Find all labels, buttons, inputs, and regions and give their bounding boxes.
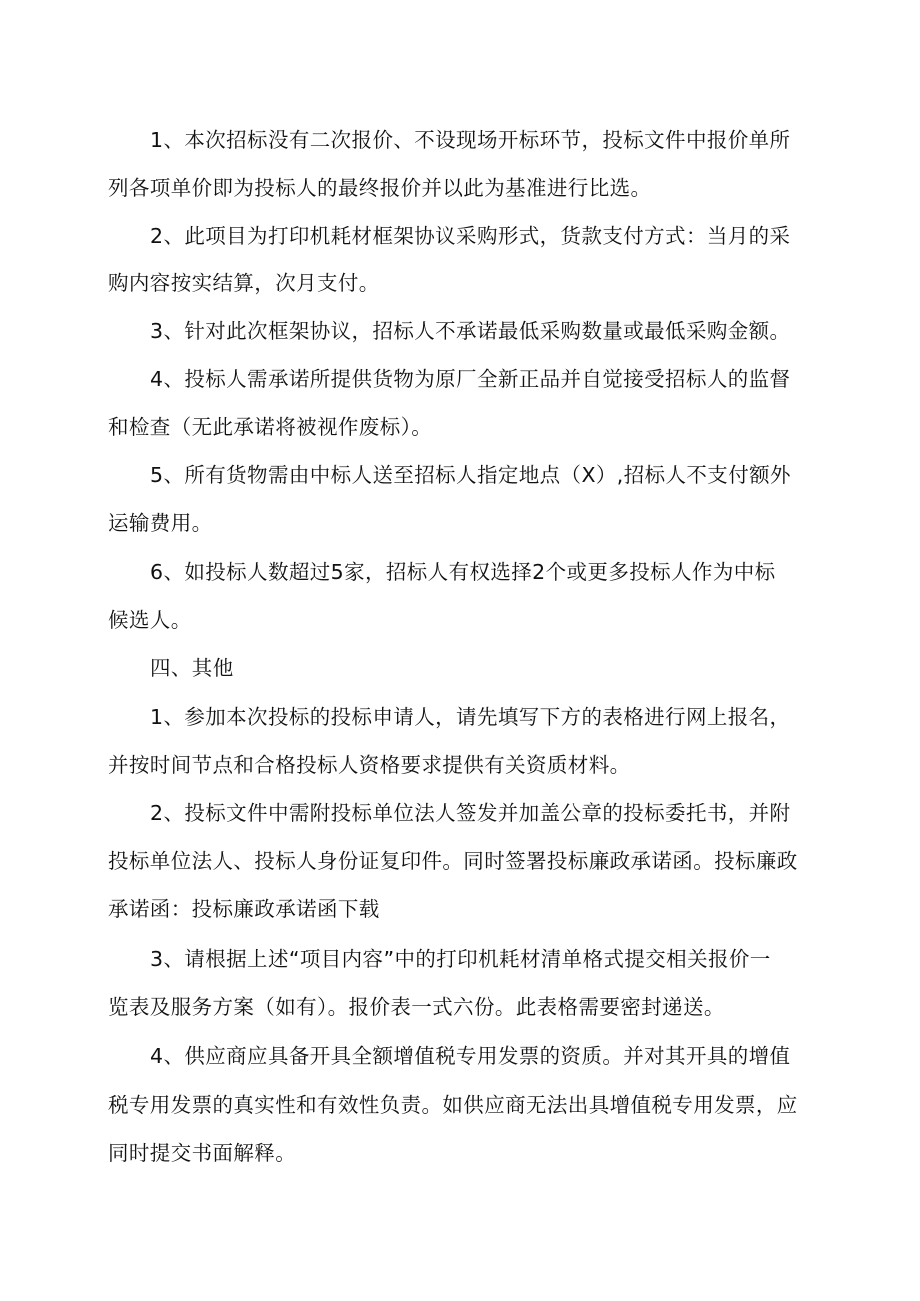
paragraph-1-line-2: 列各项单价即为投标人的最终报价并以此为基准进行比选。 <box>108 176 652 200</box>
paragraph-6-line-1: 6、如投标人数超过5家，招标人有权选择2个或更多投标人作为中标 <box>150 560 776 584</box>
other-item-4-line-2: 税专用发票的真实性和有效性负责。如供应商无法出具增值税专用发票，应 <box>108 1093 798 1117</box>
other-item-1-line-1: 1、参加本次投标的投标申请人，请先填写下方的表格进行网上报名， <box>150 705 791 729</box>
other-item-2-line-1: 2、投标文件中需附投标单位法人签发并加盖公章的投标委托书，并附 <box>150 801 791 825</box>
paragraph-5-line-1: 5、所有货物需由中标人送至招标人指定地点（X）,招标人不支付额外 <box>150 463 791 487</box>
other-item-4-line-1: 4、供应商应具备开具全额增值税专用发票的资质。并对其开具的增值 <box>150 1044 791 1068</box>
other-item-2-line-2: 投标单位法人、投标人身份证复印件。同时签署投标廉政承诺函。投标廉政 <box>108 849 798 873</box>
paragraph-2-line-1: 2、此项目为打印机耗材框架协议采购形式，货款支付方式：当月的采 <box>150 224 791 248</box>
other-item-3-line-1: 3、请根据上述“项目内容”中的打印机耗材清单格式提交相关报价一 <box>150 947 771 971</box>
paragraph-4-line-1: 4、投标人需承诺所提供货物为原厂全新正品并自觉接受招标人的监督 <box>150 367 791 391</box>
paragraph-6-line-2: 候选人。 <box>108 608 192 632</box>
other-item-1-line-2: 并按时间节点和合格投标人资格要求提供有关资质材料。 <box>108 753 631 777</box>
paragraph-2-line-2: 购内容按实结算，次月支付。 <box>108 271 380 295</box>
paragraph-1-line-1: 1、本次招标没有二次报价、不设现场开标环节，投标文件中报价单所 <box>150 128 791 152</box>
paragraph-5-line-2: 运输费用。 <box>108 511 213 535</box>
paragraph-4-line-2: 和检查（无此承诺将被视作废标）。 <box>108 415 433 439</box>
paragraph-3-line-1: 3、针对此次框架协议，招标人不承诺最低采购数量或最低采购金额。 <box>150 319 791 343</box>
other-item-3-line-2: 览表及服务方案（如有）。报价表一式六份。此表格需要密封递送。 <box>108 995 725 1019</box>
other-item-4-line-3: 同时提交书面解释。 <box>108 1141 297 1165</box>
section-heading-other: 四、其他 <box>150 656 234 680</box>
other-item-2-line-3: 承诺函：投标廉政承诺函下载 <box>108 897 380 921</box>
